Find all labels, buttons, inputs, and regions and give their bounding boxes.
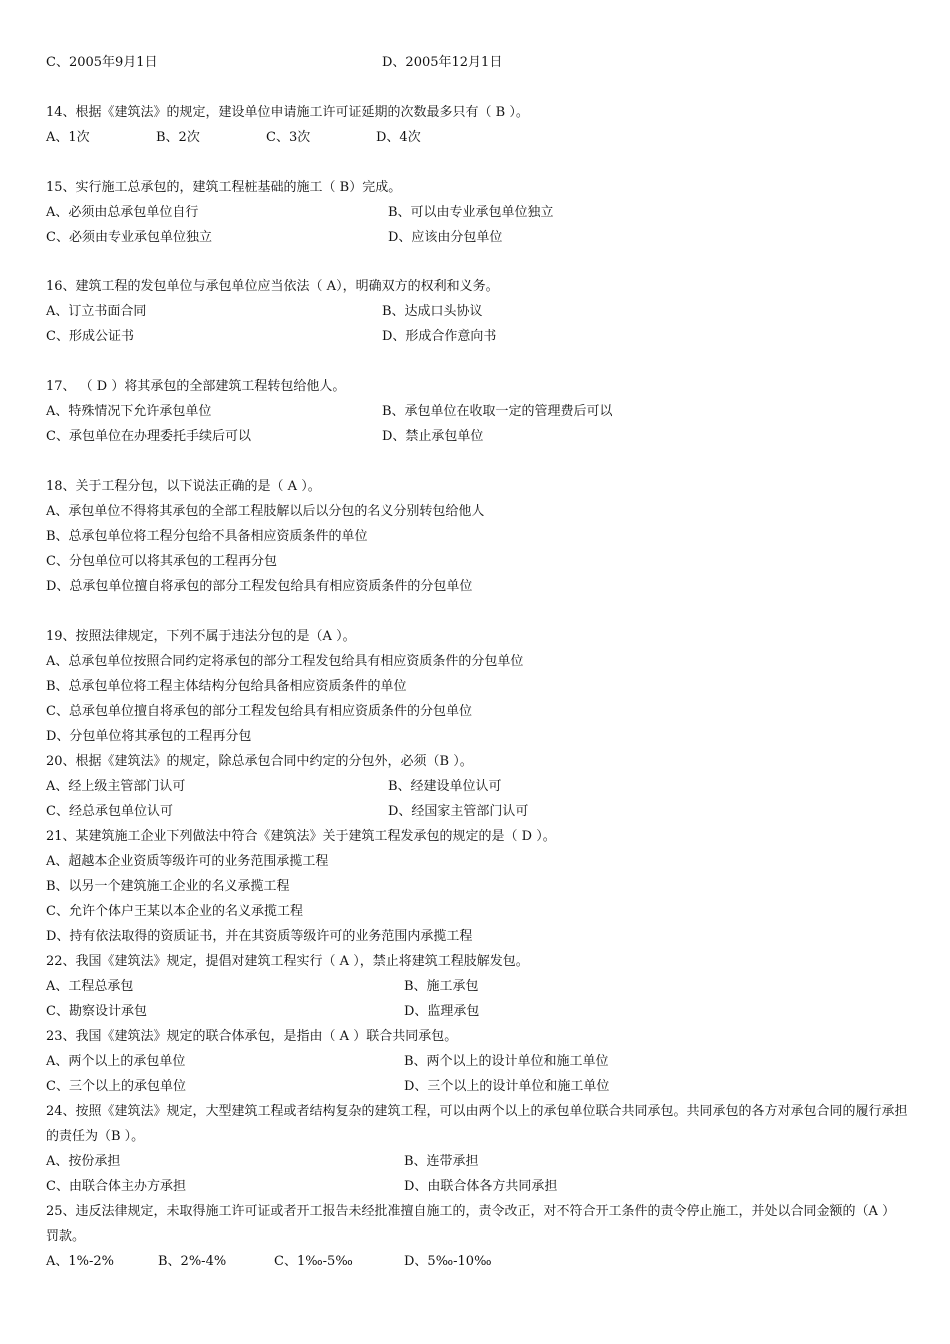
q17-question: 17、 （ D ）将其承包的全部建筑工程转包给他人。 — [46, 379, 346, 395]
q22-option-a: A、工程总承包 — [46, 978, 134, 994]
q18-option-a: A、承包单位不得将其承包的全部工程肢解以后以分包的名义分别转包给他人 — [46, 503, 485, 519]
q14-option-b: B、2次 — [156, 129, 200, 145]
q14-question: 14、根据《建筑法》的规定，建设单位申请施工许可证延期的次数最多只有（ B ）。 — [46, 104, 529, 120]
q14-option-a: A、1次 — [46, 129, 90, 145]
q20-option-d: D、经国家主管部门认可 — [388, 803, 529, 819]
q15-option-a: A、必须由总承包单位自行 — [46, 204, 199, 220]
q23-options-ab — [46, 1049, 908, 1074]
q23-option-a: A、两个以上的承包单位 — [46, 1053, 186, 1069]
q14-option-c: C、3次 — [266, 129, 311, 145]
q22-options-ab — [46, 974, 908, 999]
q24-options-cd — [46, 1174, 908, 1199]
q24-option-d: D、由联合体各方共同承担 — [404, 1178, 558, 1194]
q19-option-a: A、总承包单位按照合同约定将承包的部分工程发包给具有相应资质条件的分包单位 — [46, 653, 524, 669]
q16-question: 16、建筑工程的发包单位与承包单位应当依法（ A），明确双方的权利和义务。 — [46, 279, 499, 295]
q20-options-cd — [46, 799, 908, 824]
q25-option-c: C、1‰-5‰ — [274, 1253, 353, 1269]
q21-question: 21、某建筑施工企业下列做法中符合《建筑法》关于建筑工程发承包的规定的是（ D ）。 — [46, 828, 556, 844]
q24-question: 24、按照《建筑法》规定，大型建筑工程或者结构复杂的建筑工程，可以由两个以上的承包单位联合共同承包。共同承包的各方对承包合同的履行承担的责任为（B ）。 — [46, 1103, 908, 1144]
q22-question: 22、我国《建筑法》规定，提倡对建筑工程实行（ A ），禁止将建筑工程肢解发包。 — [46, 953, 529, 969]
q19-question: 19、按照法律规定，下列不属于违法分包的是（A ）。 — [46, 628, 356, 644]
q19-option-d: D、分包单位将其承包的工程再分包 — [46, 728, 252, 744]
q23-option-d: D、三个以上的设计单位和施工单位 — [404, 1078, 610, 1094]
q15-options-ab — [46, 200, 908, 225]
q17-options-cd — [46, 424, 908, 449]
q13-option-c: C、2005年9月1日 — [46, 55, 158, 70]
q17-option-d: D、禁止承包单位 — [382, 429, 484, 445]
q24-option-b: B、连带承担 — [404, 1153, 479, 1169]
q21-option-d: D、持有依法取得的资质证书，并在其资质等级许可的业务范围内承揽工程 — [46, 928, 473, 944]
q17-option-a: A、特殊情况下允许承包单位 — [46, 404, 212, 420]
q15-options-cd — [46, 225, 908, 250]
q21-option-c: C、允许个体户王某以本企业的名义承揽工程 — [46, 903, 303, 919]
q16-options-cd — [46, 324, 908, 349]
q22-option-c: C、勘察设计承包 — [46, 1003, 147, 1019]
q16-option-c: C、形成公证书 — [46, 329, 134, 345]
q23-option-c: C、三个以上的承包单位 — [46, 1078, 186, 1094]
q24-option-c: C、由联合体主办方承担 — [46, 1178, 186, 1194]
q17-option-c: C、承包单位在办理委托手续后可以 — [46, 429, 251, 445]
q24-options-ab — [46, 1149, 908, 1174]
exam-page — [46, 50, 908, 1274]
q22-option-b: B、施工承包 — [404, 978, 479, 994]
q20-option-c: C、经总承包单位认可 — [46, 803, 173, 819]
q25-options — [46, 1249, 908, 1274]
q19-option-c: C、总承包单位擅自将承包的部分工程发包给具有相应资质条件的分包单位 — [46, 703, 472, 719]
q18-option-d: D、总承包单位擅自将承包的部分工程发包给具有相应资质条件的分包单位 — [46, 578, 473, 594]
q16-options-ab — [46, 299, 908, 324]
q19-option-b: B、总承包单位将工程主体结构分包给具备相应资质条件的单位 — [46, 678, 407, 694]
q20-question: 20、根据《建筑法》的规定，除总承包合同中约定的分包外，必须（B ）。 — [46, 753, 473, 769]
q22-options-cd — [46, 999, 908, 1024]
q23-option-b: B、两个以上的设计单位和施工单位 — [404, 1053, 609, 1069]
q23-options-cd — [46, 1074, 908, 1099]
q18-option-b: B、总承包单位将工程分包给不具备相应资质条件的单位 — [46, 528, 368, 544]
q14-options — [46, 125, 908, 150]
q16-option-b: B、达成口头协议 — [382, 304, 483, 320]
q15-option-b: B、可以由专业承包单位独立 — [388, 204, 554, 220]
q24-option-a: A、按份承担 — [46, 1153, 121, 1169]
q25-option-a: A、1%-2% — [46, 1253, 115, 1269]
q15-question: 15、实行施工总承包的，建筑工程桩基础的施工（ B）完成。 — [46, 179, 402, 195]
q20-option-a: A、经上级主管部门认可 — [46, 778, 186, 794]
q17-options-ab — [46, 399, 908, 424]
q22-option-d: D、监理承包 — [404, 1003, 480, 1019]
q23-question: 23、我国《建筑法》规定的联合体承包，是指由（ A ）联合共同承包。 — [46, 1028, 458, 1044]
q13-options-cd — [46, 50, 908, 75]
q16-option-a: A、订立书面合同 — [46, 304, 147, 320]
q13-option-d: D、2005年12月1日 — [382, 55, 503, 70]
q21-option-b: B、以另一个建筑施工企业的名义承揽工程 — [46, 878, 290, 894]
q20-options-ab — [46, 774, 908, 799]
q16-option-d: D、形成合作意向书 — [382, 329, 497, 345]
q15-option-d: D、应该由分包单位 — [388, 229, 503, 245]
q20-option-b: B、经建设单位认可 — [388, 778, 502, 794]
q25-option-d: D、5‰-10‰ — [404, 1253, 492, 1269]
q17-option-b: B、承包单位在收取一定的管理费后可以 — [382, 404, 613, 420]
q18-option-c: C、分包单位可以将其承包的工程再分包 — [46, 553, 277, 569]
q21-option-a: A、超越本企业资质等级许可的业务范围承揽工程 — [46, 853, 329, 869]
q25-option-b: B、2%-4% — [158, 1253, 227, 1269]
q18-question: 18、关于工程分包，以下说法正确的是（ A ）。 — [46, 478, 321, 494]
q25-question: 25、违反法律规定，未取得施工许可证或者开工报告未经批准擅自施工的，责令改正，对不符合开工条件的责令停止施工，并处以合同金额的（A ）罚款。 — [46, 1203, 896, 1244]
q15-option-c: C、必须由专业承包单位独立 — [46, 229, 212, 245]
q14-option-d: D、4次 — [376, 129, 421, 145]
